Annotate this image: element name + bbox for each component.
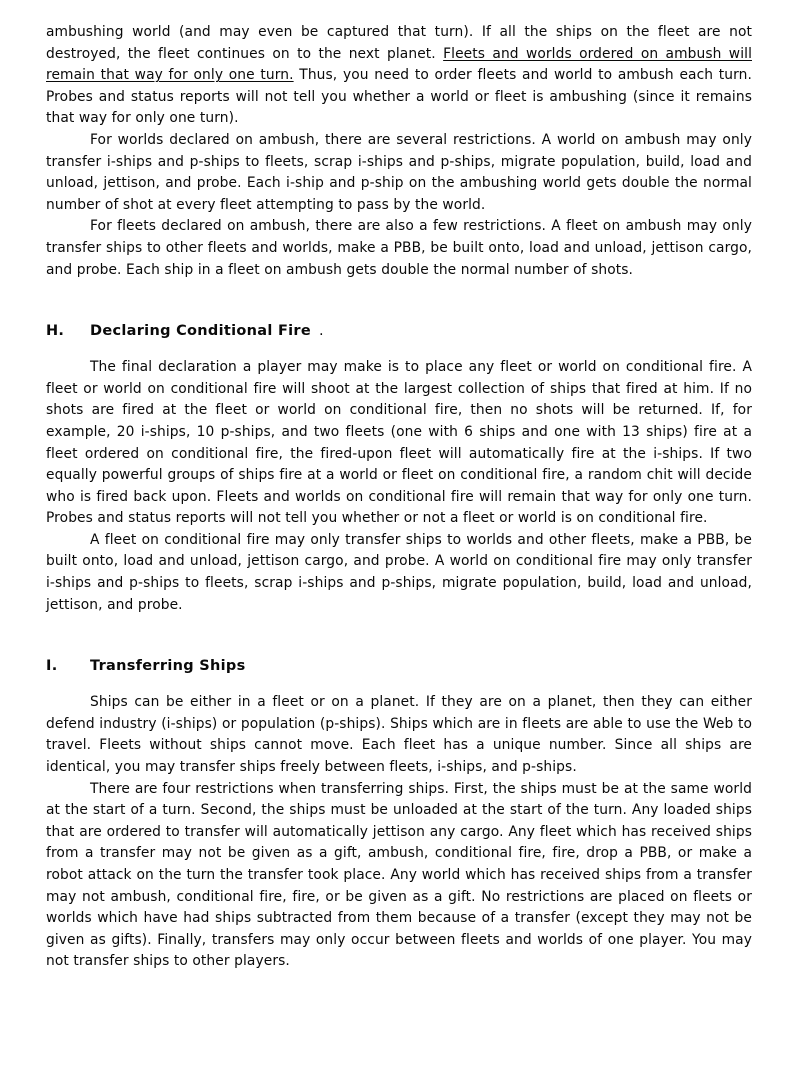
section-number: H. bbox=[46, 323, 65, 340]
section-heading-i bbox=[46, 658, 752, 674]
paragraph-world-ambush-restrictions: For worlds declared on ambush, there are several restrictions. A world on ambush may only transfer i-ships and p-ships to fleets, scrap i-ships and p-ships, migrate population, build, load and unload, jettison, and probe. Each i-ship and p-ship on the ambushing world gets double the normal number of shot at every fleet attempting to pass by the world. bbox=[46, 131, 752, 213]
underlined-rule: Fleets and worlds ordered on ambush will remain that way for only one turn. bbox=[46, 45, 752, 84]
paragraph-fleet-ambush-restrictions: For fleets declared on ambush, there are also a few restrictions. A fleet on ambush may only transfer ships to other fleets and worlds, make a PBB, be built onto, load and unload, jettison cargo, and probe. Each ship in a fleet on ambush gets double the normal number of shots. bbox=[46, 218, 752, 278]
paragraph-transfer-restrictions: There are four restrictions when transferring ships. First, the ships must be at the same world at the start of a turn. Second, the ships must be unloaded at the start of the turn. Any loaded ships that are ordered to transfer will automatically jettison any cargo. Any fleet which has received ships from a transfer may not be given as a gift, ambush, conditional fire, fire, drop a PBB, or make a robot attack on the turn the transfer took place. Any world which has received ships from a transfer may not ambush, conditional fire, fire, or be given as a gift. No restrictions are placed on fleets or worlds which have had ships subtracted from them because of a transfer (except they may not be given as gifts). Finally, transfers may only occur between fleets and worlds of one player. You may not transfer ships to other players. bbox=[46, 780, 752, 970]
paragraph-conditional-fire: The final declaration a player may make is to place any fleet or world on conditional fire. A fleet or world on conditional fire will shoot at the largest collection of ships that fired at him. If no shots are fired at the fleet or world on conditional fire, then no shots will be returned. If, for example, 20 i-ships, 10 p-ships, and two fleets (one with 6 ships and one with 13 ships) fire at a fleet ordered on conditional fire, the fired-upon fleet will automatically fire at the i-ships. If two equally powerful groups of ships fire at a world or fleet on conditional fire, a random chit will decide who is fired back upon. Fleets and worlds on conditional fire will remain that way for only one turn. Probes and status reports will not tell you whether or not a fleet or world is on conditional fire. bbox=[46, 359, 752, 527]
paragraph-text: Thus, you need to order fleets and world to ambush each turn. Probes and status reports will not tell you whether a world or fleet is ambushing (since it remains that way for only one turn). bbox=[46, 67, 752, 127]
section-title: Declaring Conditional Fire bbox=[90, 323, 312, 340]
paragraph-text: ambushing world (and may even be captured that turn). If all the ships on the fleet are not destroyed, the fleet continues on to the next planet. bbox=[46, 24, 752, 62]
section-title-trailing: . bbox=[319, 323, 324, 340]
paragraph-conditional-fire-restrictions: A fleet on conditional fire may only transfer ships to worlds and other fleets, make a PBB, be built onto, load and unload, jettison cargo, and probe. A world on conditional fire may only transfer i-ships and p-ships to fleets, scrap i-ships and p-ships, migrate population, build, load and unload, jettison, and probe. bbox=[46, 531, 752, 613]
paragraph-ambush-continued bbox=[46, 22, 752, 130]
paragraph-transferring-ships: Ships can be either in a fleet or on a planet. If they are on a planet, then they can either defend industry (i-ships) or population (p-ships). Ships which are in fleets are able to use the Web to travel. Fleets without ships cannot move. Each fleet has a unique number. Since all ships are identical, you may transfer ships freely between fleets, i-ships, and p-ships. bbox=[46, 694, 752, 776]
section-heading-h bbox=[46, 323, 752, 339]
section-number: I. bbox=[46, 658, 58, 675]
section-title: Transferring Ships bbox=[90, 658, 246, 675]
